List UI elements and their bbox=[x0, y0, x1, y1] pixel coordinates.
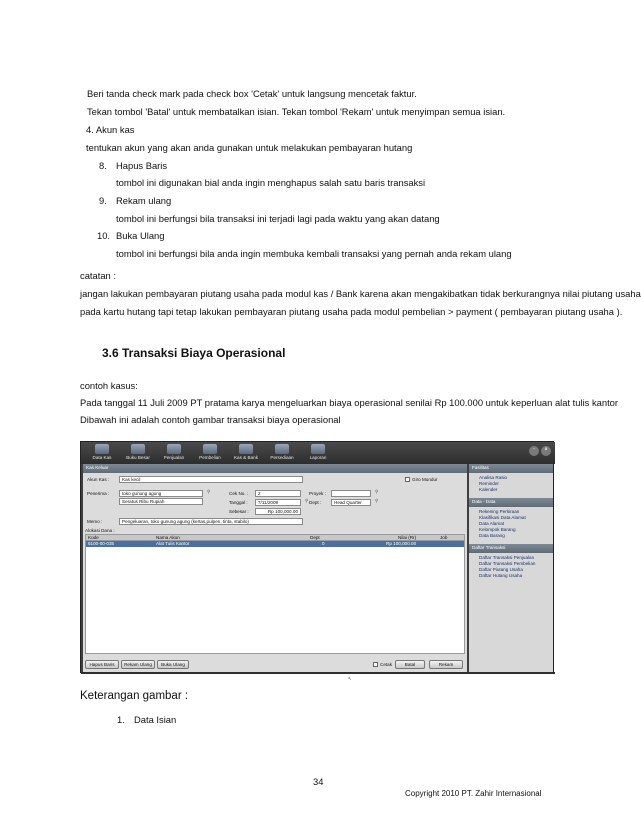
side-link-daftar-pembelian[interactable]: Daftar Transaksi Pembelian bbox=[479, 561, 536, 566]
rekam-button[interactable]: Rekam bbox=[429, 660, 463, 669]
side-link-daftar-piutang[interactable]: Daftar Piutang Usaha bbox=[479, 567, 523, 572]
item-title-rekam-ulang: Rekam ulang bbox=[116, 195, 172, 206]
toolbar-label: Kas & Bank bbox=[233, 455, 258, 460]
page-number: 34 bbox=[313, 776, 324, 787]
caption-item-number: 1. bbox=[117, 714, 125, 725]
data-data-header[interactable]: Data - Data bbox=[469, 498, 553, 507]
item-number-10: 10. bbox=[97, 230, 111, 241]
side-link-klasifikasi[interactable]: Klasifikasi Data Alamat bbox=[479, 515, 526, 520]
col-kode: Kode bbox=[88, 535, 99, 540]
rekam-ulang-button[interactable]: Rekam Ulang bbox=[121, 660, 155, 669]
item-number-8: 8. bbox=[99, 160, 107, 171]
buku-besar-icon bbox=[131, 444, 145, 454]
side-link-data-barang[interactable]: Data Barang bbox=[479, 533, 505, 538]
example-line-2: Dibawah ini adalah contoh gambar transaksi biaya operasional bbox=[80, 414, 341, 425]
proyek-lookup-icon[interactable]: ⚲ bbox=[375, 489, 379, 494]
toolbar-label: Data Kas bbox=[92, 455, 112, 460]
example-label: contoh kasus: bbox=[80, 380, 138, 391]
sebesar-label: Sebesar : bbox=[229, 509, 249, 514]
side-link-daftar-penjualan[interactable]: Daftar Transaksi Penjualan bbox=[479, 555, 535, 560]
cell-kode: 6100-00-035 bbox=[88, 541, 115, 546]
note-line-2: pada kartu hutang tapi tetap lakukan pembayaran piutang usaha pada modul pembelian > payment ( pembayaran piutang usaha ). bbox=[80, 306, 623, 317]
app-statusbar bbox=[81, 672, 555, 674]
penerima-input[interactable]: toko gunung agung bbox=[119, 490, 203, 497]
side-link-kelompok-barang[interactable]: Kelompok Barang bbox=[479, 527, 516, 532]
buka-ulang-button[interactable]: Buka Ulang bbox=[157, 660, 189, 669]
calendar-icon[interactable]: ⚲ bbox=[305, 498, 309, 503]
app-toolbar bbox=[81, 442, 555, 464]
instruction-batal-rekam: Tekan tombol 'Batal' untuk membatalkan isian. Tekan tombol 'Rekam' untuk menyimpan semua isian. bbox=[87, 106, 506, 117]
example-line-1: Pada tanggal 11 Juli 2009 PT pratama karya mengeluarkan biaya operasional senilai Rp 100.000 untuk keperluan alat tulis kantor bbox=[80, 397, 619, 408]
side-link-reminder[interactable]: Reminder bbox=[479, 481, 499, 486]
toolbar-label: Penjualan bbox=[163, 455, 185, 460]
toolbar-laporan[interactable] bbox=[301, 444, 335, 463]
sebesar-input[interactable]: Rp 100,000.00 bbox=[255, 508, 301, 515]
toolbar-label: Persediaan bbox=[270, 455, 294, 460]
item-desc-rekam-ulang: tombol ini berfungsi bila transaksi ini terjadi lagi pada waktu yang akan datang bbox=[116, 213, 440, 224]
col-job: Job bbox=[440, 535, 448, 540]
item-akun-kas: 4. Akun kas bbox=[86, 124, 135, 135]
giro-mundur-label: Giro Mundur bbox=[412, 477, 438, 482]
lookup-icon[interactable]: ⚲ bbox=[207, 489, 211, 494]
laporan-icon bbox=[311, 444, 325, 454]
akun-kas-select[interactable]: Kas kecil bbox=[119, 476, 303, 483]
proyek-input[interactable] bbox=[331, 490, 371, 497]
hapus-baris-button[interactable]: Hapus Baris bbox=[85, 660, 119, 669]
kas-keluar-panel bbox=[83, 464, 467, 681]
kas-bank-icon bbox=[239, 444, 253, 454]
terbilang-field: Seratus Ribu Rupiah bbox=[119, 498, 203, 505]
pembelian-icon bbox=[203, 444, 217, 454]
dept-lookup-icon[interactable]: ⚲ bbox=[375, 498, 379, 503]
data-kas-icon bbox=[95, 444, 109, 454]
batal-button[interactable]: Batal bbox=[395, 660, 425, 669]
item-desc-buka-ulang: tombol ini berfungsi bila anda ingin membuka kembali transaksi yang pernah anda rekam ulang bbox=[116, 248, 512, 259]
side-link-daftar-hutang[interactable]: Daftar Hutang Usaha bbox=[479, 573, 523, 578]
item-akun-kas-desc: tentukan akun yang akan anda gunakan untuk melakukan pembayaran hutang bbox=[86, 142, 413, 153]
cell-nama-akun: Alat Tulis Kantor bbox=[156, 541, 190, 546]
memo-input[interactable]: Pengeluaran, toko gunung agung (kertas,pulpen, tinta, stabilo) bbox=[119, 518, 303, 525]
side-link-data-alamat[interactable]: Data Alamat bbox=[479, 521, 505, 526]
dept-input[interactable]: Head Quarter bbox=[331, 499, 371, 506]
cek-label: Cek No. : bbox=[229, 491, 249, 496]
cek-input[interactable]: 2 bbox=[255, 490, 301, 497]
toolbar-data-kas[interactable] bbox=[85, 444, 119, 463]
note-line-1: jangan lakukan pembayaran piutang usaha pada modul kas / Bank karena akan mengakibatkan tidak berkurangnya nilai piutang usaha bbox=[80, 288, 641, 299]
persediaan-icon bbox=[275, 444, 289, 454]
minimize-button[interactable]: - bbox=[529, 446, 539, 456]
copyright-footer: Copyright 2010 PT. Zahir Internasional bbox=[405, 789, 542, 798]
cetak-checkbox[interactable] bbox=[373, 662, 378, 667]
tanggal-label: Tanggal : bbox=[229, 500, 248, 505]
cell-nilai: Rp 100,000.00 bbox=[386, 541, 417, 546]
giro-mundur-checkbox[interactable] bbox=[405, 477, 410, 482]
item-number-9: 9. bbox=[99, 195, 107, 206]
col-nama-akun: Nama Akun bbox=[156, 535, 180, 540]
side-link-kalender[interactable]: Kalender bbox=[479, 487, 498, 492]
tanggal-input[interactable]: 7/11/2009 bbox=[255, 499, 301, 506]
item-title-hapus-baris: Hapus Baris bbox=[116, 160, 168, 171]
daftar-transaksi-header[interactable]: Daftar Transaksi bbox=[469, 544, 553, 553]
panel-title: Kas Keluar bbox=[83, 464, 467, 473]
penerima-label: Penerima : bbox=[87, 491, 110, 496]
cell-dept: 0 bbox=[322, 541, 325, 546]
toolbar-label: Buku Besar bbox=[126, 455, 150, 460]
section-heading: 3.6 Transaksi Biaya Operasional bbox=[102, 346, 286, 360]
cetak-label: Cetak bbox=[380, 662, 393, 667]
mouse-cursor-icon: ↖ bbox=[348, 676, 352, 681]
figure-caption-heading: Keterangan gambar : bbox=[80, 690, 189, 702]
dept-label: Dept : bbox=[309, 500, 322, 505]
note-label: catatan : bbox=[80, 270, 116, 281]
toolbar-pembelian[interactable] bbox=[193, 444, 227, 463]
toolbar-buku-besar[interactable] bbox=[121, 444, 155, 463]
close-button[interactable]: x bbox=[541, 446, 551, 456]
toolbar-label: Pembelian bbox=[199, 455, 221, 460]
caption-item-data-isian: Data Isian bbox=[134, 714, 177, 725]
col-nilai: Nilai (Rr) bbox=[398, 535, 417, 540]
app-screenshot bbox=[80, 441, 554, 681]
col-dept: Dept bbox=[310, 535, 320, 540]
instruction-cetak: Beri tanda check mark pada check box 'Cetak' untuk langsung mencetak faktur. bbox=[87, 88, 417, 99]
item-title-buka-ulang: Buka Ulang bbox=[116, 230, 165, 241]
akun-kas-label: Akun Kas : bbox=[87, 477, 110, 482]
item-desc-hapus-baris: tombol ini digunakan bial anda ingin menghapus salah satu baris transaksi bbox=[116, 177, 426, 188]
toolbar-kas-bank[interactable] bbox=[229, 444, 263, 463]
toolbar-label: Laporan bbox=[309, 455, 327, 460]
proyek-label: Proyek : bbox=[309, 491, 326, 496]
penjualan-icon bbox=[167, 444, 181, 454]
side-link-analisa-rasio[interactable]: Analisa Rasio bbox=[479, 475, 508, 480]
fasilitas-header[interactable]: Fasilitas bbox=[469, 464, 553, 473]
side-panel bbox=[469, 464, 553, 672]
alokasi-label: Alokasi Dana : bbox=[85, 528, 115, 533]
side-link-rekening[interactable]: Rekening Perkiraan bbox=[479, 509, 520, 514]
toolbar-penjualan[interactable] bbox=[157, 444, 191, 463]
table-row[interactable] bbox=[86, 541, 464, 547]
memo-label: Memo : bbox=[87, 519, 103, 524]
toolbar-persediaan[interactable] bbox=[265, 444, 299, 463]
